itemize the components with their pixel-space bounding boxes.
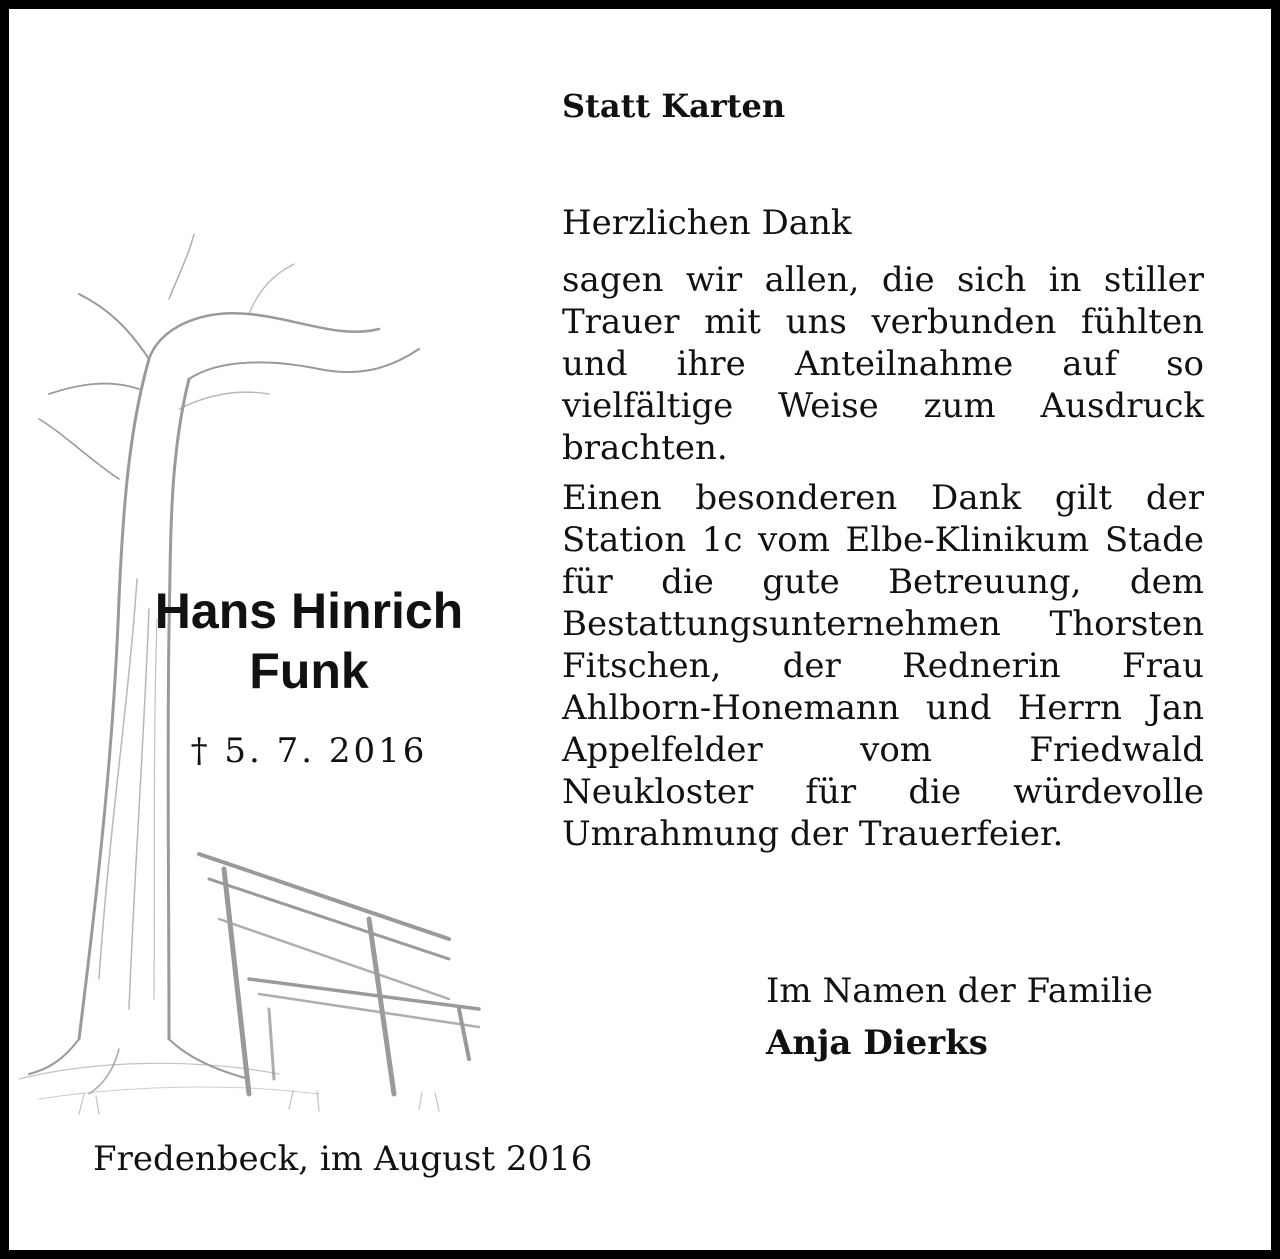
deceased-name (69, 581, 549, 701)
closing-line: Im Namen der Familie (766, 971, 1154, 1011)
death-date: † 5. 7. 2016 (190, 731, 428, 771)
place-date: Fredenbeck, im August 2016 (93, 1139, 593, 1179)
special-thanks-paragraph: Einen besonderen Dank gilt der Station 1c vom Elbe-Klinikum Stade für die gute Betreuung, dem Bestattungsunternehmen Thorsten Fitschen, der Rednerin Frau Ahlborn-Honemann und Herrn Jan Appelfelder vom Friedwald Neukloster für die würdevolle Umrahmung der Trauerfeier. (562, 478, 1204, 854)
thanks-paragraph: sagen wir allen, die sich in stiller Trauer mit uns verbunden fühlten und ihre Anteilnahme auf so vielfältige Weise zum Ausdruck brachten. (562, 260, 1204, 468)
deceased-surname: Funk (249, 643, 369, 699)
greeting-line: Herzlichen Dank (562, 203, 852, 243)
deceased-first-names: Hans Hinrich (154, 583, 464, 639)
signer-name: Anja Dierks (766, 1023, 988, 1063)
notice-heading: Statt Karten (562, 87, 786, 125)
